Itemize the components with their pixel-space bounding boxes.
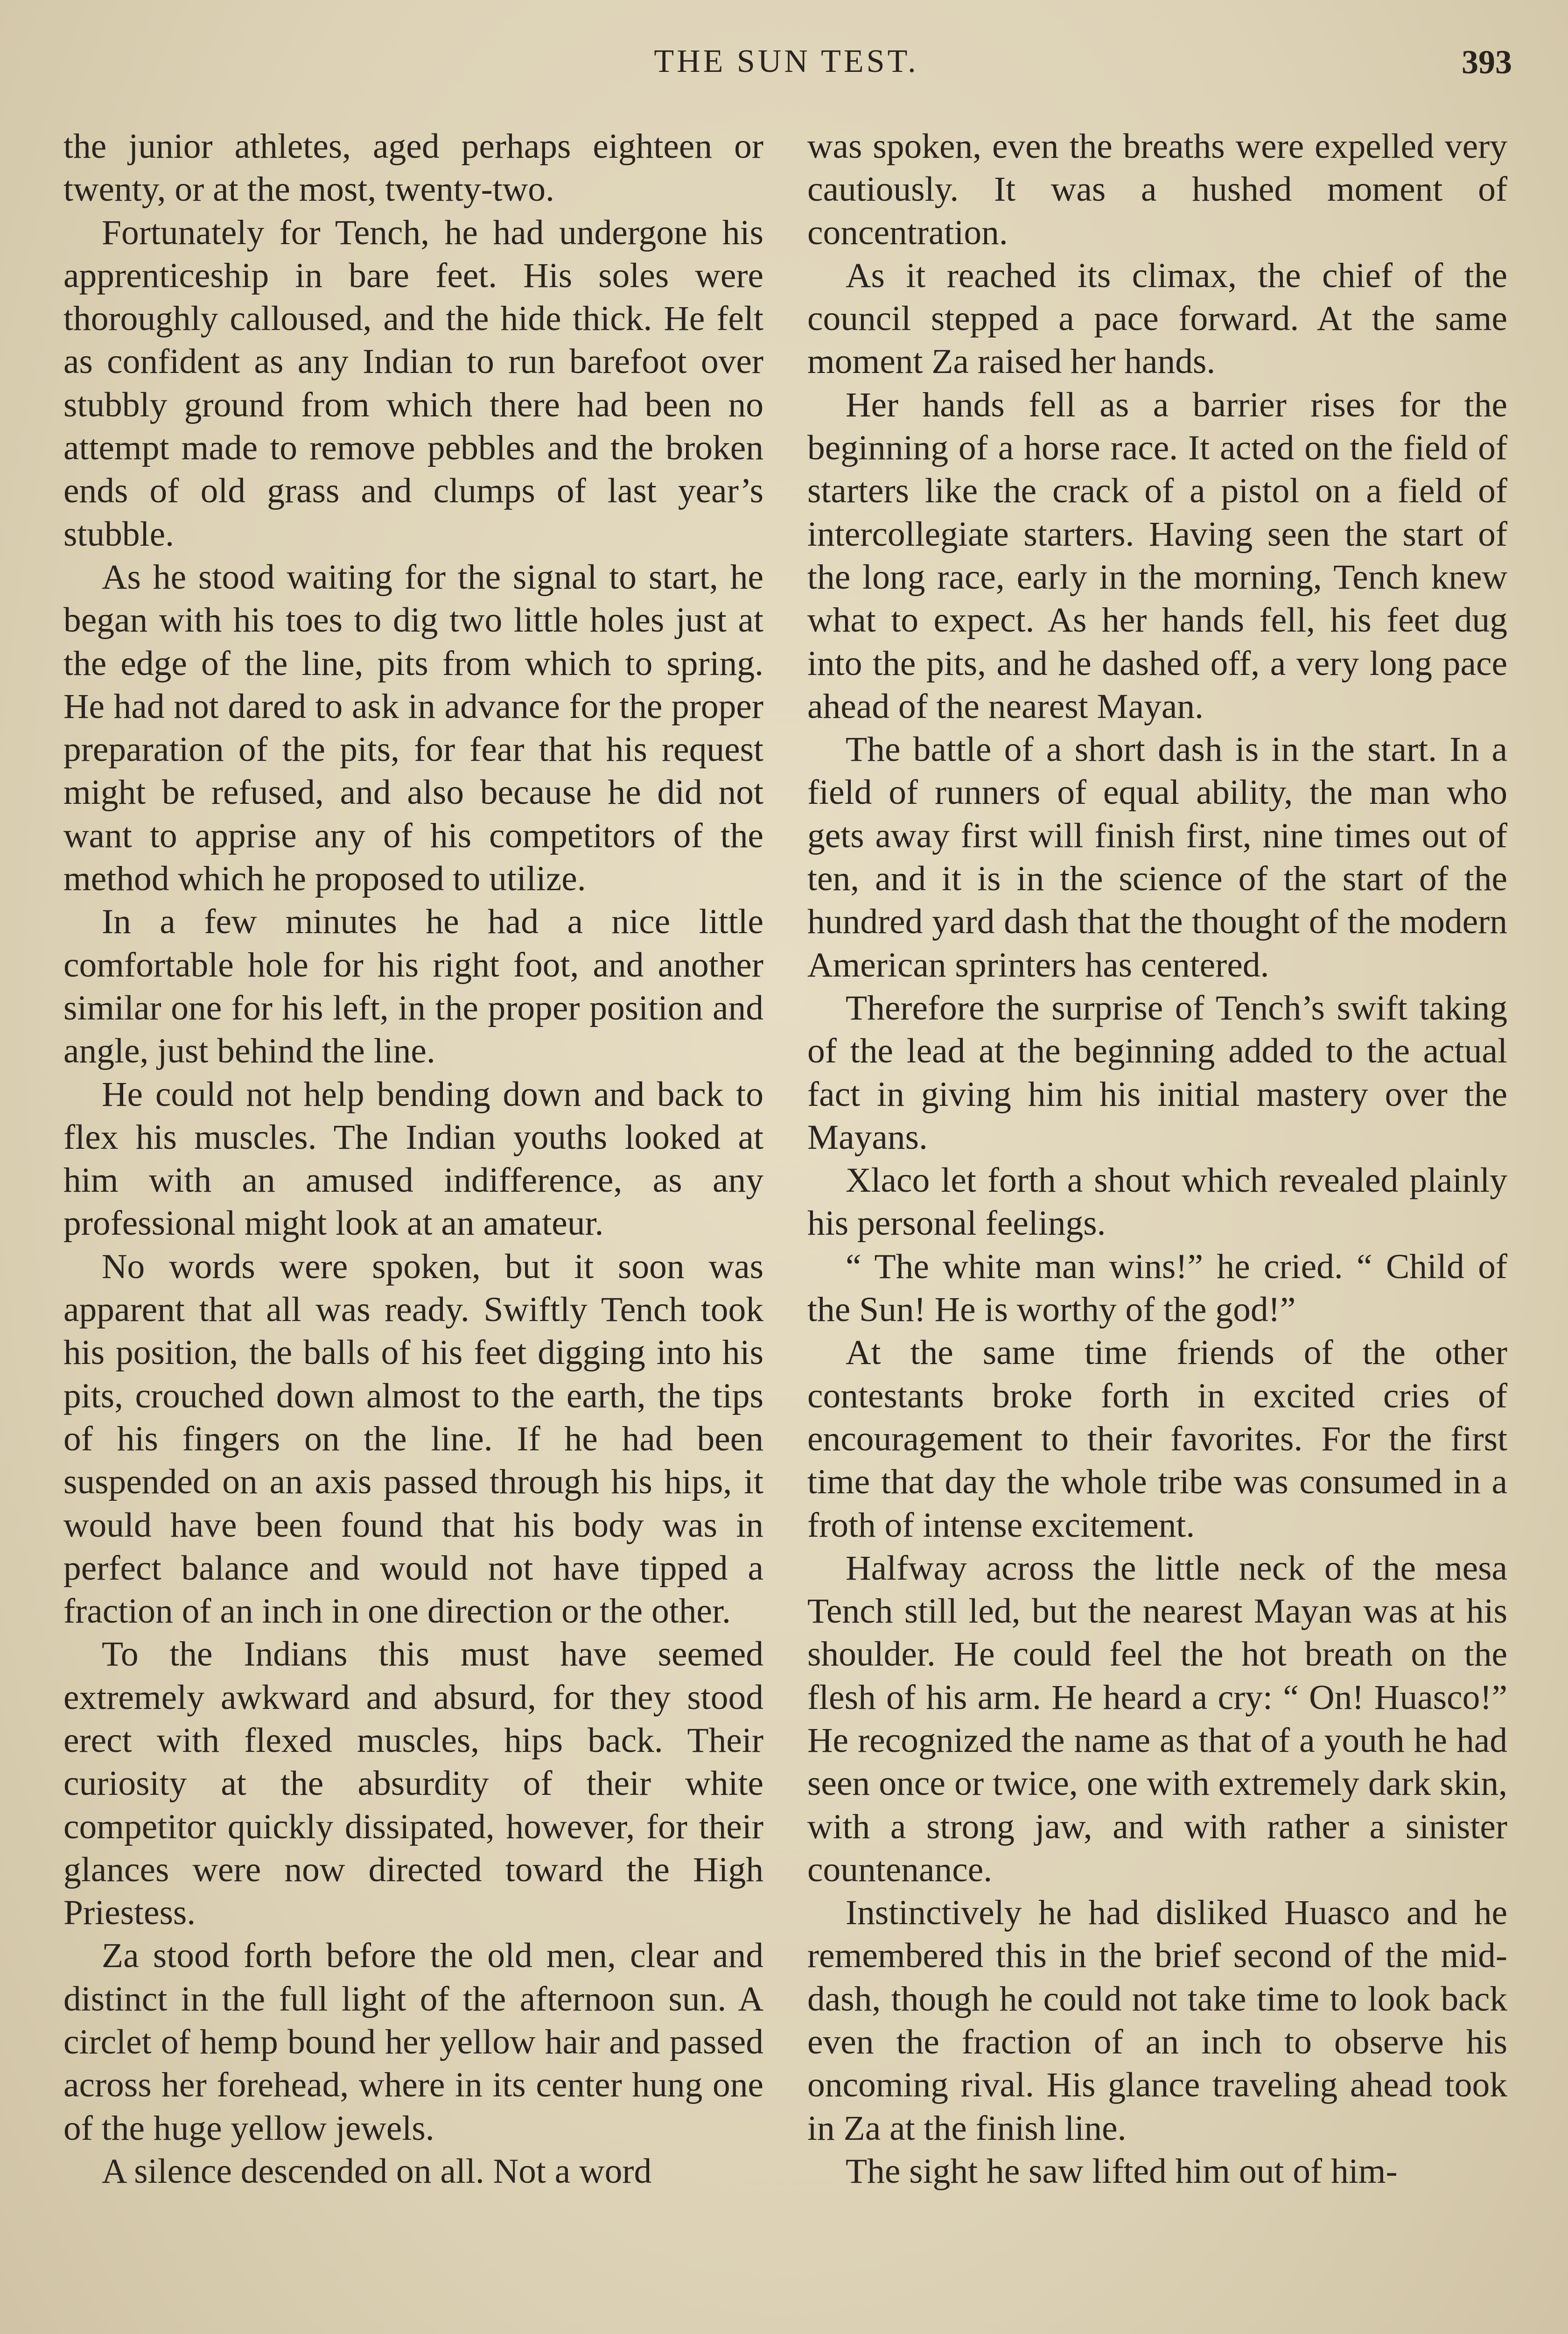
paragraph: As it reached its climax, the chief of the council stepped a pace forward. At the same moment Za raised her hands. — [807, 256, 1507, 381]
paragraph: was spoken, even the breaths were expelled very cautiously. It was a hushed moment of concentration. — [807, 127, 1507, 252]
paragraph: Halfway across the little neck of the mesa Tench still led, but the nearest Mayan was at his shoulder. He could feel the hot breath on the flesh of his arm. He heard a cry: “ On! Huasco!” He recognized the name as that of a youth he had seen once or twice, one with extremely dark skin, with a strong jaw, and with rather a sinister countenance. — [807, 1548, 1507, 1889]
page-number: 393 — [1462, 43, 1512, 81]
paragraph: “ The white man wins!” he cried. “ Child of the Sun! He is worthy of the god!” — [807, 1247, 1507, 1329]
running-title: THE SUN TEST. — [654, 43, 919, 79]
paragraph: The battle of a short dash is in the start. In a field of runners of equal ability, the man who gets away first will finish first, nine times out of ten, and it is in the science of the start of the hundred yard dash that the thought of the modern American sprinters has centered. — [807, 730, 1507, 984]
paragraph: A silence descended on all. Not a word — [102, 2151, 652, 2191]
paragraph: Za stood forth before the old men, clear and distinct in the full light of the afternoon sun. A circlet of hemp bound her yellow hair and passed across her forehead, where in its center hung one of the huge yellow jewels. — [63, 1936, 763, 2148]
right-text-column — [807, 125, 1507, 2193]
paragraph: Instinctively he had disliked Huasco and he remembered this in the brief second of the mid-dash, though he could not take time to look back even the fraction of an inch to observe his oncoming rival. His glance traveling ahead took in Za at the finish line. — [807, 1893, 1507, 2148]
paragraph: To the Indians this must have seemed extremely awkward and absurd, for they stood erect with flexed muscles, hips back. Their curiosity at the absurdity of their white competitor quickly dissipated, however, for their glances were now directed toward the High Priestess. — [63, 1635, 763, 1933]
paragraph: In a few minutes he had a nice little comfortable hole for his right foot, and another similar one for his left, in the proper position and angle, just behind the line. — [63, 902, 763, 1071]
paragraph: At the same time friends of the other contestants broke forth in excited cries of encouragement to their favorites. For the first time that day the whole tribe was consumed in a froth of intense excitement. — [807, 1333, 1507, 1545]
running-header — [61, 43, 1512, 94]
paragraph: As he stood waiting for the signal to start, he began with his toes to dig two little holes just at the edge of the line, pits from which to spring. He had not dared to ask in advance for the proper preparation of the pits, for fear that his request might be refused, and also because he did not want to apprise any of his competitors of the method which he proposed to utilize. — [63, 557, 763, 899]
paragraph: Fortunately for Tench, he had undergone his apprenticeship in bare feet. His soles were thoroughly calloused, and the hide thick. He felt as confident as any Indian to run barefoot over stubbly ground from which there had been no attempt made to remove pebbles and the broken ends of old grass and clumps of last year’s stubble. — [63, 213, 763, 554]
paragraph: He could not help bending down and back to flex his muscles. The Indian youths looked at him with an amused indifference, as any professional might look at an amateur. — [63, 1075, 763, 1243]
paragraph: Xlaco let forth a shout which revealed plainly his personal feelings. — [807, 1161, 1507, 1243]
paragraph: No words were spoken, but it soon was apparent that all was ready. Swiftly Tench took his position, the balls of his feet digging into his pits, crouched down almost to the earth, the tips of his fingers on the line. If he had been suspended on an axis passed through his hips, it would have been found that his body was in perfect balance and would not have tipped a fraction of an inch in one direction or the other. — [63, 1247, 763, 1631]
left-text-column — [63, 125, 763, 2193]
paragraph: The sight he saw lifted him out of him- — [846, 2151, 1398, 2191]
paragraph: Therefore the surprise of Tench’s swift taking of the lead at the beginning added to the actual fact in giving him his initial mastery over the Mayans. — [807, 988, 1507, 1157]
paragraph: Her hands fell as a barrier rises for the beginning of a horse race. It acted on the field of starters like the crack of a pistol on a field of intercollegiate starters. Having seen the start of the long race, early in the morning, Tench knew what to expect. As her hands fell, his feet dug into the pits, and he dashed off, a very long pace ahead of the nearest Mayan. — [807, 385, 1507, 726]
paragraph: the junior athletes, aged perhaps eighteen or twenty, or at the most, twenty-two. — [63, 127, 763, 209]
